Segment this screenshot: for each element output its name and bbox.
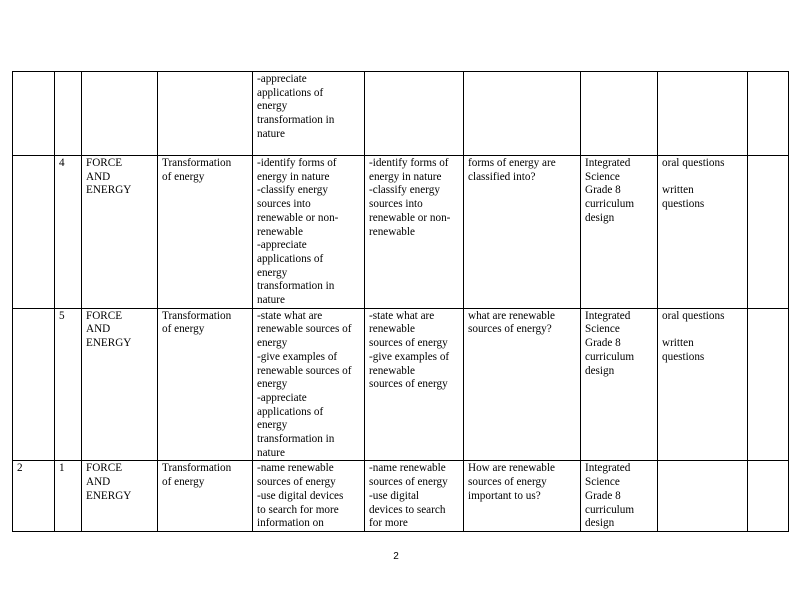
sub-strand-cell: Transformation of energy	[158, 461, 253, 532]
learning-experiences-cell: -identify forms of energy in nature -classify energy sources into renewable or non- renewable	[365, 156, 464, 309]
week-cell: 2	[13, 461, 55, 532]
sub-strand-cell	[158, 72, 253, 156]
strand-cell: FORCE AND ENERGY	[82, 461, 158, 532]
inquiry-question-cell: what are renewable sources of energy?	[464, 308, 581, 461]
reflection-cell	[748, 72, 789, 156]
assessment-cell: oral questions written questions	[658, 308, 748, 461]
learning-outcomes-cell: -name renewable sources of energy -use digital devices to search for more information on	[253, 461, 365, 532]
inquiry-question-cell: forms of energy are classified into?	[464, 156, 581, 309]
lesson-cell	[55, 72, 82, 156]
learning-experiences-cell: -state what are renewable sources of energy -give examples of renewable sources of energy	[365, 308, 464, 461]
reflection-cell	[748, 156, 789, 309]
strand-cell	[82, 72, 158, 156]
table-row	[13, 72, 789, 156]
learning-outcomes-cell: -identify forms of energy in nature -classify energy sources into renewable or non- renewable -appreciate applications of energy transformation in nature	[253, 156, 365, 309]
strand-cell: FORCE AND ENERGY	[82, 308, 158, 461]
sub-strand-cell: Transformation of energy	[158, 156, 253, 309]
resources-cell: Integrated Science Grade 8 curriculum design	[581, 461, 658, 532]
scheme-of-work-table	[12, 71, 789, 532]
page-number: 2	[393, 551, 399, 562]
sub-strand-cell: Transformation of energy	[158, 308, 253, 461]
inquiry-question-cell	[464, 72, 581, 156]
assessment-cell	[658, 461, 748, 532]
lesson-cell: 5	[55, 308, 82, 461]
learning-experiences-cell: -name renewable sources of energy -use digital devices to search for more	[365, 461, 464, 532]
learning-outcomes-cell: -appreciate applications of energy transformation in nature	[253, 72, 365, 156]
resources-cell	[581, 72, 658, 156]
assessment-cell: oral questions written questions	[658, 156, 748, 309]
inquiry-question-cell: How are renewable sources of energy important to us?	[464, 461, 581, 532]
learning-experiences-cell	[365, 72, 464, 156]
table-row	[13, 156, 789, 309]
table-row	[13, 308, 789, 461]
lesson-cell: 1	[55, 461, 82, 532]
strand-cell: FORCE AND ENERGY	[82, 156, 158, 309]
assessment-cell	[658, 72, 748, 156]
resources-cell: Integrated Science Grade 8 curriculum design	[581, 156, 658, 309]
resources-cell: Integrated Science Grade 8 curriculum design	[581, 308, 658, 461]
learning-outcomes-cell: -state what are renewable sources of energy -give examples of renewable sources of energy -appreciate applications of energy transformation in nature	[253, 308, 365, 461]
week-cell	[13, 308, 55, 461]
reflection-cell	[748, 461, 789, 532]
lesson-cell: 4	[55, 156, 82, 309]
reflection-cell	[748, 308, 789, 461]
table-row	[13, 461, 789, 532]
week-cell	[13, 72, 55, 156]
week-cell	[13, 156, 55, 309]
